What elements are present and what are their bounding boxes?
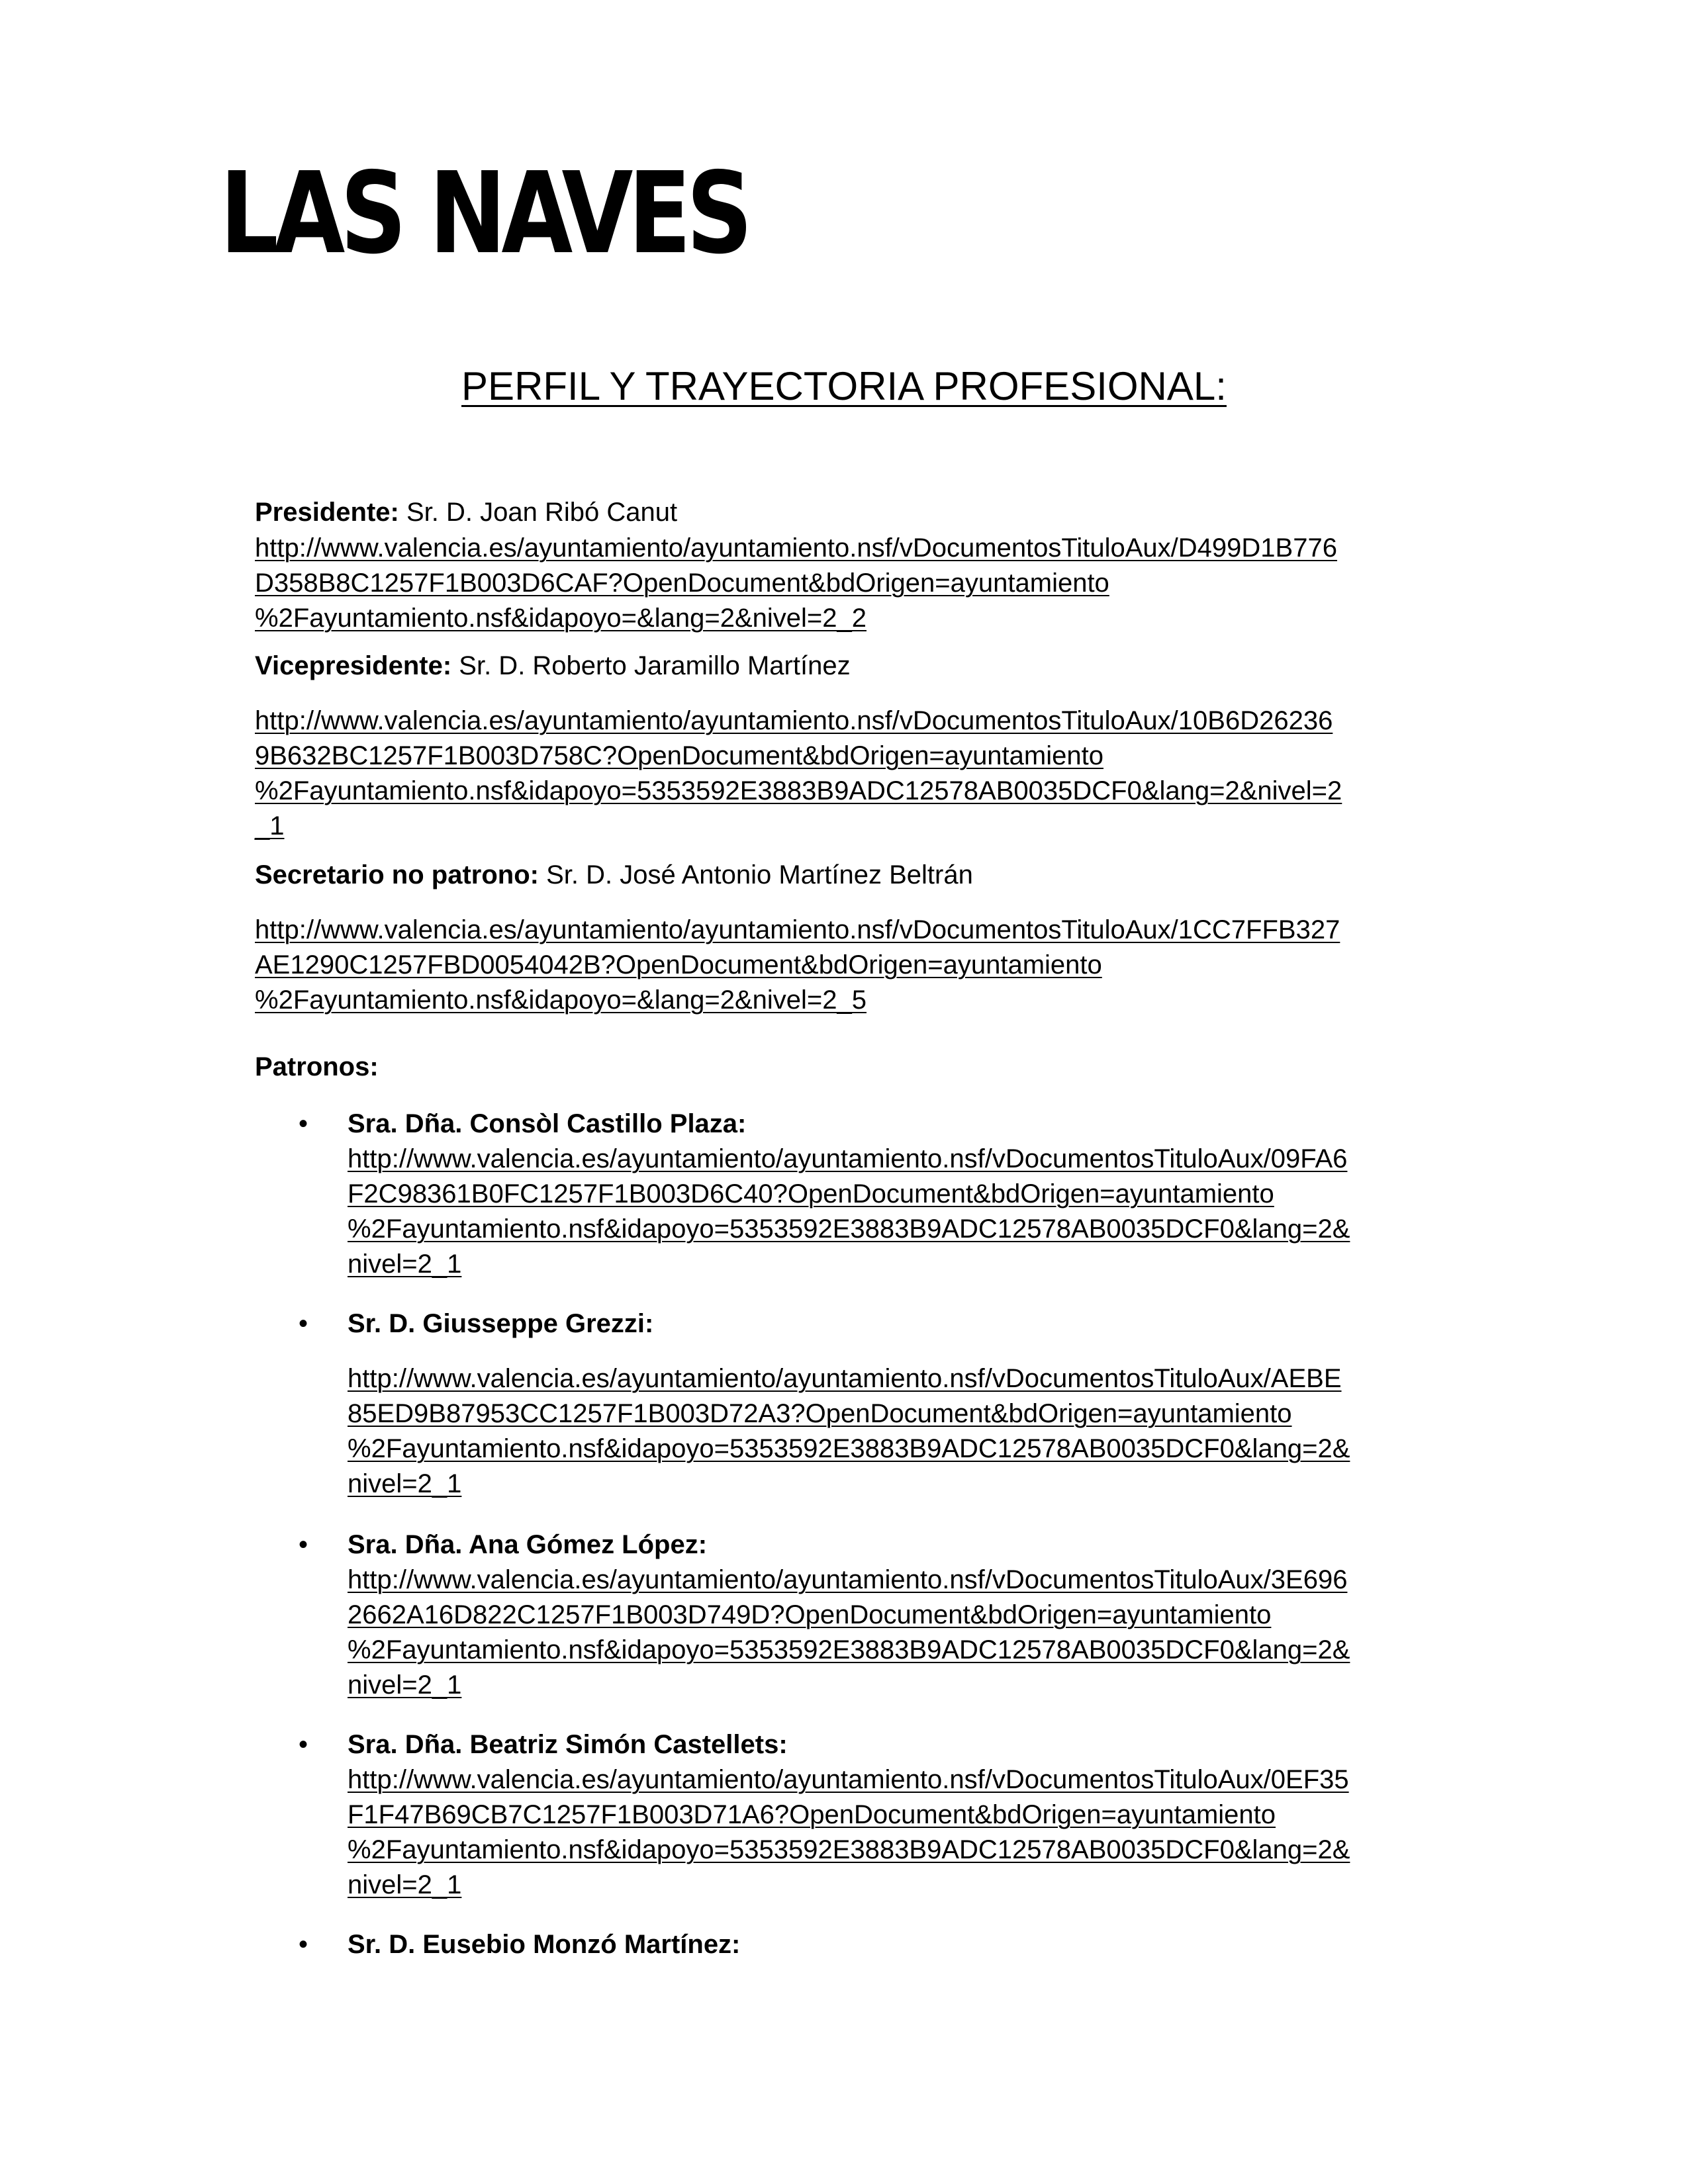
officer-role: Presidente:: [255, 498, 399, 527]
officer-vicepresident: [255, 649, 1342, 844]
bullet-icon: •: [299, 1930, 308, 1959]
las-naves-logo: LAS NAVES: [220, 148, 748, 279]
officer-profile-link[interactable]: http://www.valencia.es/ayuntamiento/ayuntamiento.nsf/vDocumentosTituloAux/1CC7FFB327 AE1290C1257FBD0054042B?OpenDocument&bdOrigen=ayuntamiento %2Fayuntamiento.nsf&idapoyo=&lang=2&nivel=2_5: [255, 915, 1340, 1015]
patrono-profile-link[interactable]: http://www.valencia.es/ayuntamiento/ayuntamiento.nsf/vDocumentosTituloAux/0EF35 F1F47B69CB7C1257F1B003D71A6?OpenDocument&bdOrigen=ayuntamiento %2Fayuntamiento.nsf&idapoyo=5353592E3883B9ADC12578AB0035DCF0&lang=2& nivel=2_1: [348, 1765, 1350, 1899]
patrono-name: Sr. D. Giusseppe Grezzi:: [348, 1309, 654, 1338]
patrono-profile-link[interactable]: http://www.valencia.es/ayuntamiento/ayuntamiento.nsf/vDocumentosTituloAux/09FA6 F2C98361B0FC1257F1B003D6C40?OpenDocument&bdOrigen=ayuntamiento %2Fayuntamiento.nsf&idapoyo=5353592E3883B9ADC12578AB0035DCF0&lang=2& nivel=2_1: [348, 1144, 1350, 1279]
patrono-profile-link[interactable]: http://www.valencia.es/ayuntamiento/ayuntamiento.nsf/vDocumentosTituloAux/3E696 2662A16D822C1257F1B003D749D?OpenDocument&bdOrigen=ayuntamiento %2Fayuntamiento.nsf&idapoyo=5353592E3883B9ADC12578AB0035DCF0&lang=2& nivel=2_1: [348, 1565, 1350, 1700]
officer-name: Sr. D. Roberto Jaramillo Martínez: [451, 651, 851, 680]
page-title: PERFIL Y TRAYECTORIA PROFESIONAL:: [461, 364, 1227, 408]
patrono-name: Sr. D. Eusebio Monzó Martínez:: [348, 1930, 741, 1959]
officer-name: Sr. D. Joan Ribó Canut: [399, 498, 678, 527]
patrono-name: Sra. Dña. Beatriz Simón Castellets:: [348, 1730, 788, 1759]
patronos-heading: Patronos:: [255, 1052, 379, 1081]
patrono-item: [255, 1927, 740, 1962]
officer-president: [255, 495, 1337, 636]
bullet-icon: •: [299, 1109, 308, 1138]
patrono-item: [255, 1306, 1350, 1502]
patrono-item: [255, 1727, 1350, 1903]
officer-profile-link[interactable]: http://www.valencia.es/ayuntamiento/ayuntamiento.nsf/vDocumentosTituloAux/10B6D26236 9B632BC1257F1B003D758C?OpenDocument&bdOrigen=ayuntamiento %2Fayuntamiento.nsf&idapoyo=5353592E3883B9ADC12578AB0035DCF0&lang=2&nivel=2 _1: [255, 706, 1342, 841]
patrono-name: Sra. Dña. Consòl Castillo Plaza:: [348, 1109, 747, 1138]
bullet-icon: •: [299, 1730, 308, 1759]
officer-name: Sr. D. José Antonio Martínez Beltrán: [538, 860, 973, 889]
bullet-icon: •: [299, 1530, 308, 1559]
patrono-profile-link[interactable]: http://www.valencia.es/ayuntamiento/ayuntamiento.nsf/vDocumentosTituloAux/AEBE 85ED9B87953CC1257F1B003D72A3?OpenDocument&bdOrigen=ayuntamiento %2Fayuntamiento.nsf&idapoyo=5353592E3883B9ADC12578AB0035DCF0&lang=2& nivel=2_1: [348, 1364, 1350, 1498]
patrono-item: [255, 1527, 1350, 1703]
officer-secretary: [255, 858, 1340, 1018]
officer-role: Secretario no patrono:: [255, 860, 539, 889]
patrono-name: Sra. Dña. Ana Gómez López:: [348, 1530, 708, 1559]
officer-role: Vicepresidente:: [255, 651, 452, 680]
officer-profile-link[interactable]: http://www.valencia.es/ayuntamiento/ayuntamiento.nsf/vDocumentosTituloAux/D499D1B776 D358B8C1257F1B003D6CAF?OpenDocument&bdOrigen=ayuntamiento %2Fayuntamiento.nsf&idapoyo=&lang=2&nivel=2_2: [255, 533, 1337, 633]
patrono-item: [255, 1107, 1350, 1282]
bullet-icon: •: [299, 1309, 308, 1338]
